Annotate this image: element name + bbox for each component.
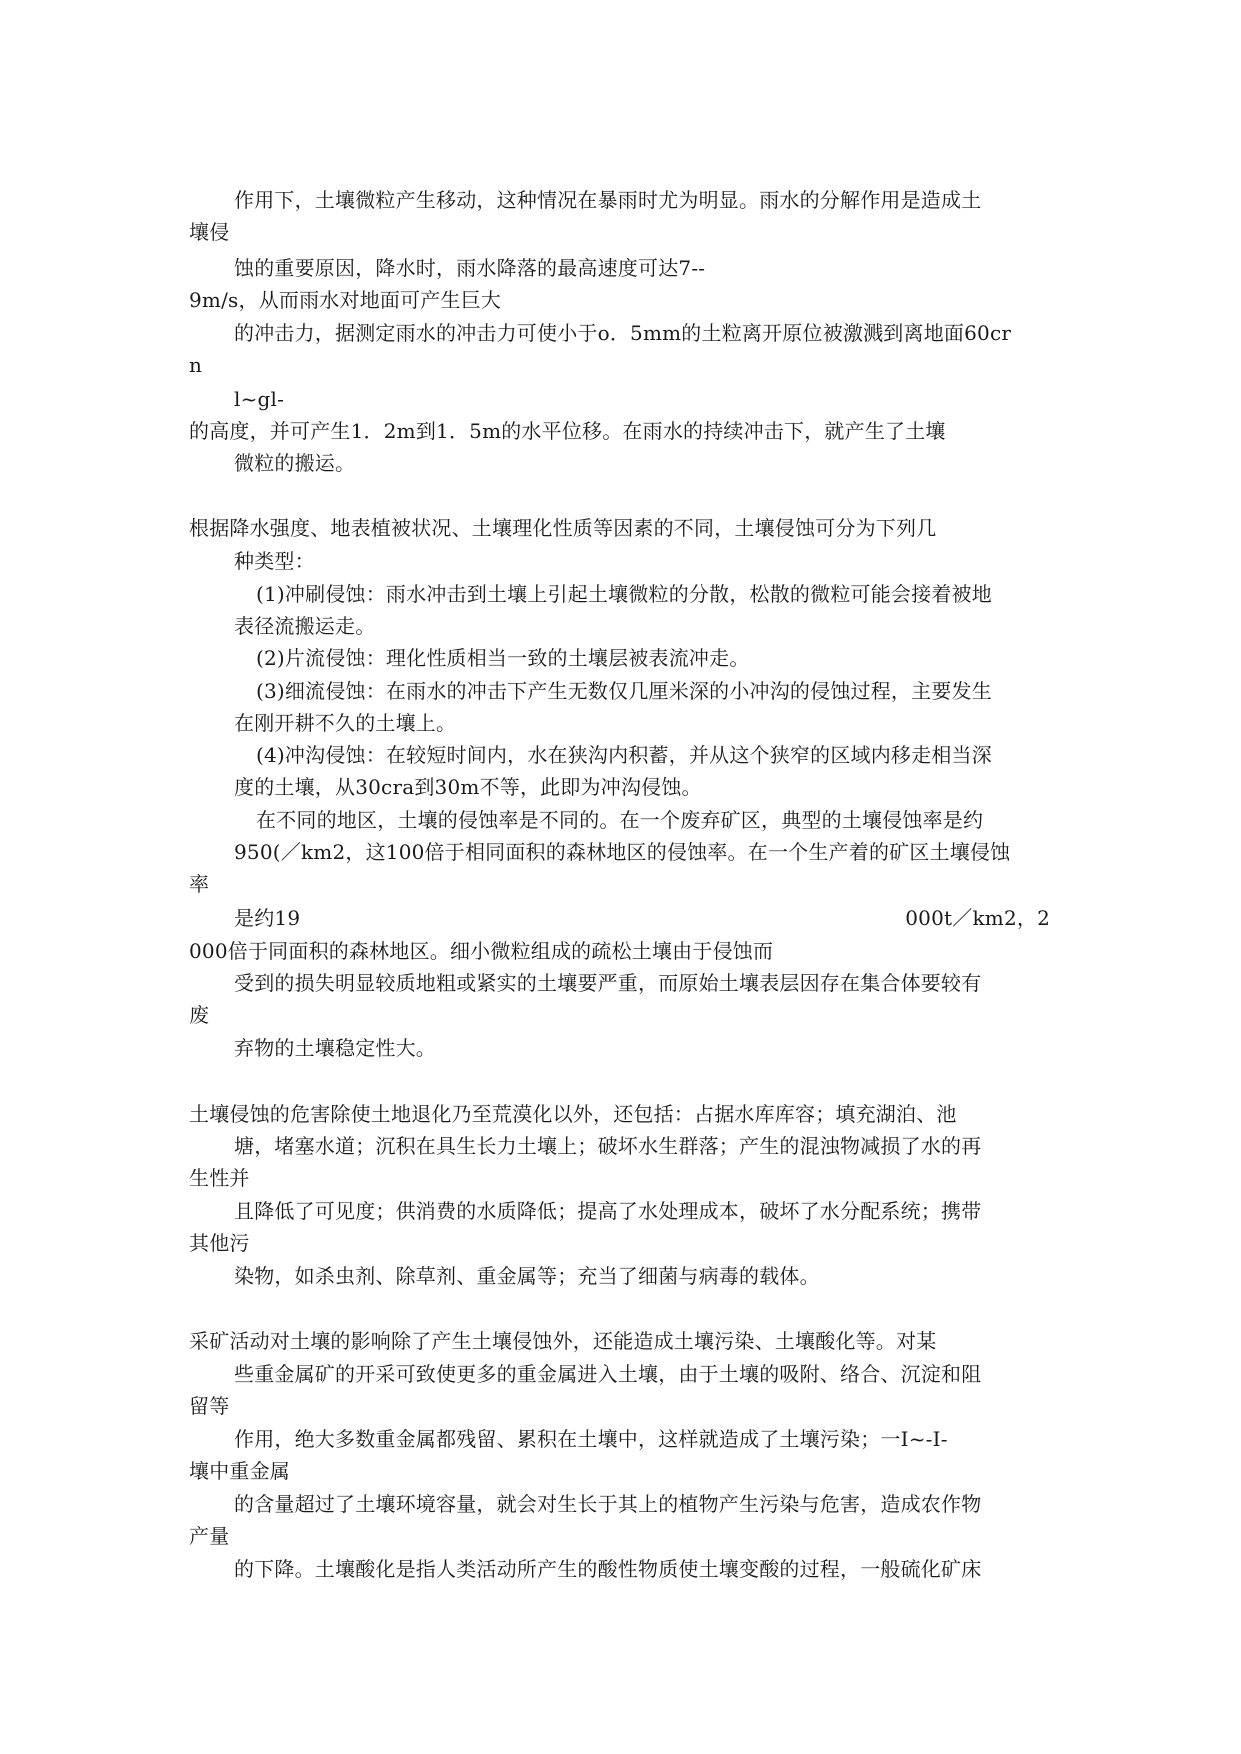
text-line: (1)冲刷侵蚀：雨水冲击到土壤上引起土壤微粒的分散，松散的微粒可能会接着被地: [256, 582, 992, 606]
text-line: 作用下，土壤微粒产生移动，这种情况在暴雨时尤为明显。雨水的分解作用是造成土: [234, 188, 982, 212]
text-line: 种类型：: [234, 549, 315, 573]
text-line: 度的土壤，从30cra到30m不等，此即为冲沟侵蚀。: [234, 775, 702, 799]
text-line: 950(／km2，这100倍于相同面积的森林地区的侵蚀率。在一个生产着的矿区土壤侵蚀: [234, 840, 1011, 864]
text-line: n: [189, 353, 203, 377]
text-line: 的高度，并可产生1．2m到1．5m的水平位移。在雨水的持续冲击下，就产生了土壤: [189, 419, 946, 443]
text-line: l~gl-: [234, 387, 285, 411]
text-line: 微粒的搬运。: [234, 451, 356, 475]
text-line: (3)细流侵蚀：在雨水的冲击下产生无数仅几厘米深的小冲沟的侵蚀过程，主要发生: [256, 679, 992, 703]
text-line: 000倍于同面积的森林地区。细小微粒组成的疏松土壤由于侵蚀而: [189, 939, 774, 963]
text-line: 是约19: [234, 906, 301, 930]
text-line: 生性并: [189, 1166, 250, 1190]
text-line: 壤中重金属: [189, 1459, 290, 1483]
text-line: 弃物的土壤稳定性大。: [234, 1036, 436, 1060]
text-line: 蚀的重要原因，降水时，雨水降落的最高速度可达7--: [234, 256, 706, 280]
text-line: 的冲击力，据测定雨水的冲击力可使小于o．5mm的土粒离开原位被激溅到离地面60cr: [234, 321, 1012, 345]
text-line: 些重金属矿的开采可致使更多的重金属进入土壤，由于土壤的吸附、络合、沉淀和阻: [234, 1362, 982, 1386]
text-line: 废: [189, 1003, 210, 1027]
text-line: 根据降水强度、地表植被状况、土壤理化性质等因素的不同，土壤侵蚀可分为下列几: [189, 516, 937, 540]
text-line: 其他污: [189, 1231, 250, 1255]
text-line: 产量: [189, 1524, 230, 1548]
text-line: 的含量超过了土壤环境容量，就会对生长于其上的植物产生污染与危害，造成农作物: [234, 1492, 982, 1516]
text-line: 在不同的地区，土壤的侵蚀率是不同的。在一个废弃矿区，典型的土壤侵蚀率是约: [256, 808, 984, 832]
text-line: 留等: [189, 1394, 230, 1418]
text-line: 染物，如杀虫剂、除草剂、重金属等；充当了细菌与病毒的载体。: [234, 1264, 820, 1288]
text-line: 且降低了可见度；供消费的水质降低；提高了水处理成本，破坏了水分配系统；携带: [234, 1199, 982, 1223]
text-line: 的下降。土壤酸化是指人类活动所产生的酸性物质使土壤变酸的过程，一般硫化矿床: [234, 1557, 982, 1581]
text-line: 表径流搬运走。: [234, 614, 376, 638]
text-line: (2)片流侵蚀：理化性质相当一致的土壤层被表流冲走。: [256, 646, 750, 670]
text-line: 壤侵: [189, 220, 230, 244]
text-line: 000t／km2，2: [905, 906, 1050, 930]
text-line: 采矿活动对土壤的影响除了产生土壤侵蚀外，还能造成土壤污染、土壤酸化等。对某: [189, 1329, 937, 1353]
text-line: 9m/s，从而雨水对地面可产生巨大: [189, 288, 502, 312]
text-line: 在刚开耕不久的土壤上。: [234, 711, 457, 735]
text-line: 率: [189, 872, 210, 896]
text-line: 土壤侵蚀的危害除使土地退化乃至荒漠化以外，还包括：占据水库库容；填充湖泊、池: [189, 1102, 957, 1126]
text-line: 塘，堵塞水道；沉积在具生长力土壤上；破坏水生群落；产生的混浊物减损了水的再: [234, 1134, 982, 1158]
text-line: 受到的损失明显较质地粗或紧实的土壤要严重，而原始土壤表层因存在集合体要较有: [234, 971, 982, 995]
text-line: (4)冲沟侵蚀：在较短时间内，水在狭沟内积蓄，并从这个狭窄的区域内移走相当深: [256, 743, 992, 767]
text-line: 作用，绝大多数重金属都残留、累积在土壤中，这样就造成了土壤污染；一I~-I-: [234, 1427, 948, 1451]
